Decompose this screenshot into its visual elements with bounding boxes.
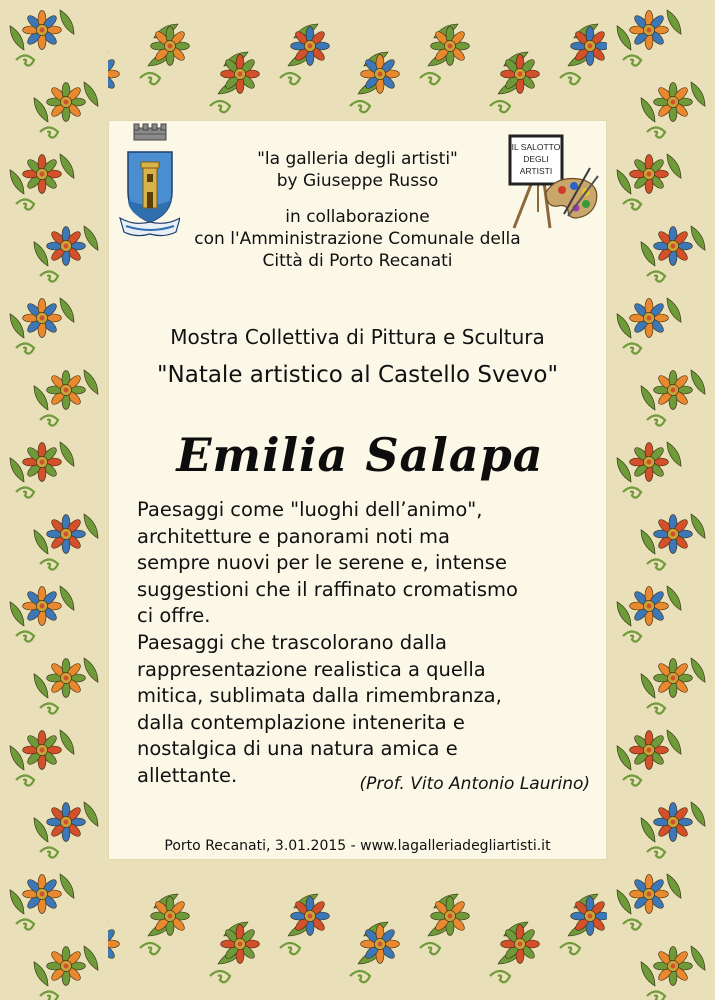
ornament-flower-icon xyxy=(630,731,669,770)
exhibition-title: "Natale artistico al Castello Svevo" xyxy=(156,362,559,388)
ornament-flower-icon xyxy=(571,27,610,66)
ornament-flower-icon xyxy=(23,587,62,626)
ornament-flower-icon xyxy=(47,947,86,986)
footer-place-date-website: Porto Recanati, 3.01.2015 - www.lagalleriadegliartisti.it xyxy=(164,838,551,854)
exhibition-heading xyxy=(110,324,605,390)
ornament-flower-icon xyxy=(47,659,86,698)
ornament-flower-icon xyxy=(431,27,470,66)
ornament-flower-icon xyxy=(23,11,62,50)
ornament-flower-icon xyxy=(630,587,669,626)
ornament-flower-icon xyxy=(571,897,610,936)
ornament-flower-icon xyxy=(654,803,693,842)
collaboration-label: in collaborazione xyxy=(285,207,430,227)
ornament-flower-icon xyxy=(23,299,62,338)
ornament-flower-icon xyxy=(654,371,693,410)
ornament-flower-icon xyxy=(654,659,693,698)
ornament-flower-icon xyxy=(221,55,260,94)
ornament-flower-icon xyxy=(151,27,190,66)
exhibition-type: Mostra Collettiva di Pittura e Scultura xyxy=(170,325,545,349)
ornamental-border-right xyxy=(607,0,715,1000)
ornament-flower-icon xyxy=(23,875,62,914)
ornament-flower-icon xyxy=(361,55,400,94)
ornamental-border-left xyxy=(0,0,108,1000)
ornament-flower-icon xyxy=(47,371,86,410)
ornament-flower-icon xyxy=(630,299,669,338)
gallery-name: "la galleria degli artisti" xyxy=(257,149,458,169)
ornament-flower-icon xyxy=(361,925,400,964)
ornament-flower-icon xyxy=(654,515,693,554)
critique-text xyxy=(137,497,597,790)
ornament-flower-icon xyxy=(47,515,86,554)
salotto-logo-line1: IL SALOTTO xyxy=(511,142,561,152)
ornament-flower-icon xyxy=(654,227,693,266)
ornament-flower-icon xyxy=(630,443,669,482)
salotto-logo-line2: DEGLI xyxy=(523,154,549,164)
gallery-owner: by Giuseppe Russo xyxy=(276,171,439,191)
ornament-flower-icon xyxy=(221,925,260,964)
ornament-flower-icon xyxy=(23,443,62,482)
ornament-flower-icon xyxy=(630,875,669,914)
ornament-flower-icon xyxy=(501,55,540,94)
ornament-flower-icon xyxy=(630,11,669,50)
ornament-flower-icon xyxy=(47,803,86,842)
ornament-flower-icon xyxy=(654,83,693,122)
organizer-header xyxy=(170,148,545,272)
critique-paragraph-2: Paesaggi che trascolorano dalla rappresentazione realistica a quella mitica, sublimata dalla rimembranza, dalla contemplazione intenerita e nostalgica di una natura amica e allettante. xyxy=(137,630,502,787)
ornament-flower-icon xyxy=(291,897,330,936)
ornament-flower-icon xyxy=(291,27,330,66)
ornament-flower-icon xyxy=(23,155,62,194)
ornament-flower-icon xyxy=(630,155,669,194)
ornament-flower-icon xyxy=(47,227,86,266)
city-label: Città di Porto Recanati xyxy=(262,251,453,271)
salotto-logo-line3: ARTISTI xyxy=(519,166,553,176)
critique-author: (Prof. Vito Antonio Laurino) xyxy=(359,774,590,794)
ornament-flower-icon xyxy=(431,897,470,936)
artist-name: Emilia Salapa xyxy=(176,428,544,482)
ornament-flower-icon xyxy=(47,83,86,122)
ornament-flower-icon xyxy=(654,947,693,986)
critique-paragraph-1: Paesaggi come "luoghi dell’animo", architetture e panorami noti ma sempre nuovi per le serene e, intense suggestioni che il raffinato cromatismo ci offre. xyxy=(137,498,518,628)
ornament-flower-icon xyxy=(501,925,540,964)
ornament-flower-icon xyxy=(23,731,62,770)
administration-label: con l'Amministrazione Comunale della xyxy=(194,229,521,249)
ornament-flower-icon xyxy=(151,897,190,936)
